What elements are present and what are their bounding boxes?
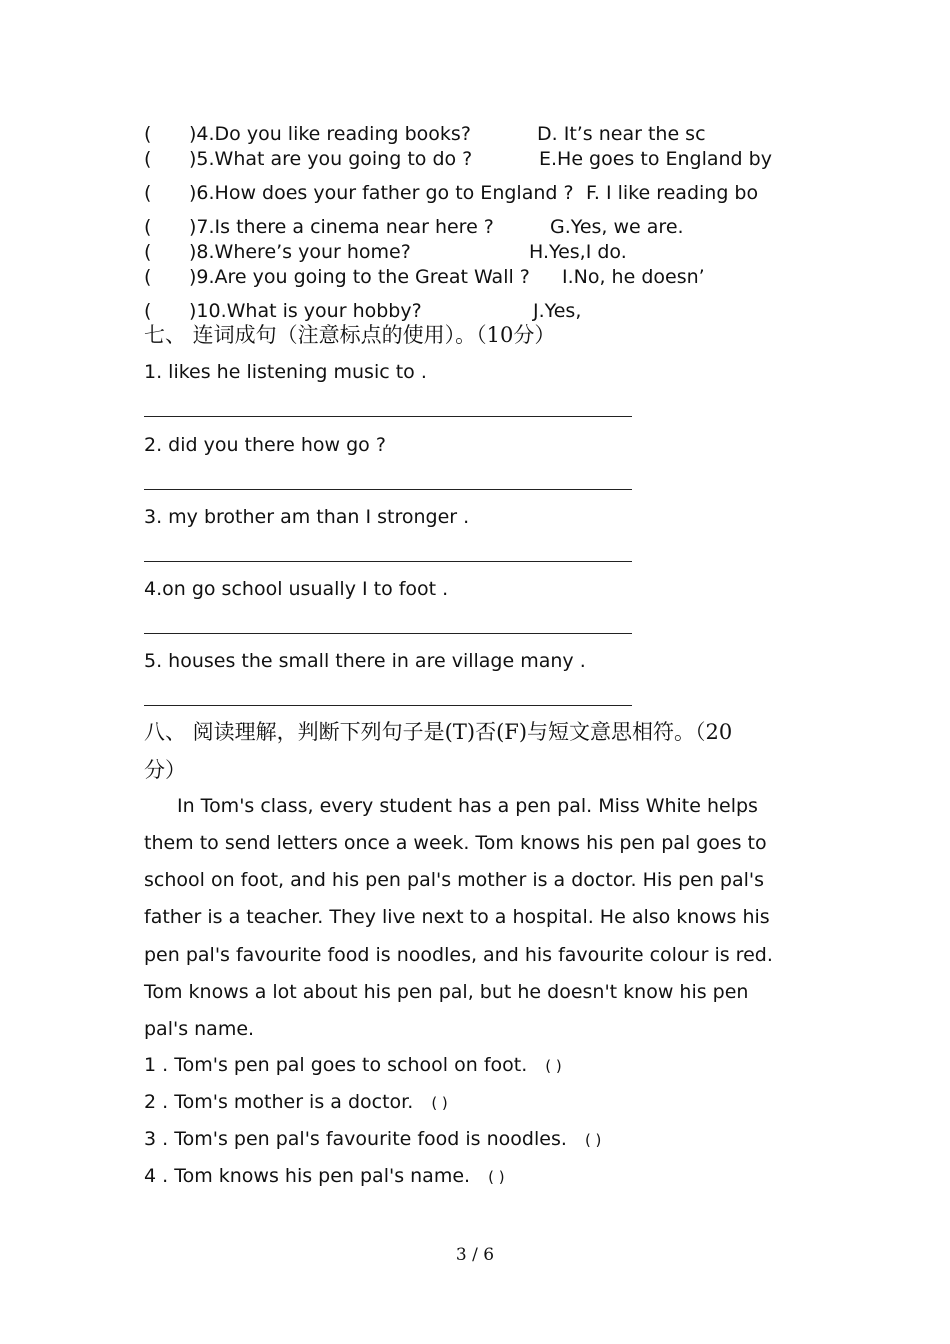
answer-paren: ( [144, 300, 152, 322]
scrambled-sentence: 4.on go school usually I to foot . [144, 578, 449, 600]
passage-line: In Tom's class, every student has a pen pal. Miss White helps [177, 795, 758, 817]
answer-paren: ( [144, 266, 152, 288]
section-title: 八、 阅读理解，判断下列句子是(T)否(F)与短文意思相符。（20 [144, 720, 733, 744]
passage-line: Tom knows a lot about his pen pal, but he doesn't know his pen [144, 981, 749, 1003]
answer-paren: ( [144, 123, 152, 145]
question-text: 3 . Tom's pen pal's favourite food is noodles. [144, 1128, 567, 1150]
answer-paren: ( [144, 148, 152, 170]
matching-answer: D. It’s near the sc [537, 123, 706, 145]
matching-question: )6.How does your father go to England ? [189, 182, 574, 204]
tf-question [144, 1093, 448, 1112]
tf-question [144, 1056, 562, 1075]
matching-question: )8.Where’s your home? [189, 241, 411, 263]
scrambled-sentence: 5. houses the small there in are village many . [144, 650, 586, 672]
scrambled-sentence: 3. my brother am than I stronger . [144, 506, 470, 528]
matching-question: )9.Are you going to the Great Wall ? [189, 266, 530, 288]
tf-question [144, 1167, 505, 1186]
answer-line [144, 633, 632, 634]
answer-line [144, 561, 632, 562]
passage-line: school on foot, and his pen pal's mother is a doctor. His pen pal's [144, 869, 765, 891]
passage-line: them to send letters once a week. Tom knows his pen pal goes to [144, 832, 767, 854]
passage-line: father is a teacher. They live next to a hospital. He also knows his [144, 906, 770, 928]
scrambled-sentence: 1. likes he listening music to . [144, 361, 427, 383]
question-text: 4 . Tom knows his pen pal's name. [144, 1165, 471, 1187]
answer-line [144, 489, 632, 490]
answer-blank[interactable]: ( ) [431, 1094, 448, 1112]
answer-paren: ( [144, 182, 152, 204]
question-text: 2 . Tom's mother is a doctor. [144, 1091, 414, 1113]
matching-question: )4.Do you like reading books? [189, 123, 471, 145]
answer-paren: ( [144, 241, 152, 263]
section-title-cont: 分） [144, 758, 186, 782]
matching-answer: J.Yes, [533, 300, 582, 322]
answer-blank[interactable]: ( ) [545, 1057, 562, 1075]
matching-question: )7.Is there a cinema near here ? [189, 216, 494, 238]
answer-blank[interactable]: ( ) [488, 1168, 505, 1186]
page-number: 3 / 6 [455, 1245, 495, 1265]
section-title: 七、 连词成句（注意标点的使用）。（10分） [144, 323, 556, 347]
scrambled-sentence: 2. did you there how go ? [144, 434, 386, 456]
matching-answer: H.Yes,I do. [529, 241, 627, 263]
matching-question: )10.What is your hobby? [189, 300, 422, 322]
matching-answer: G.Yes, we are. [550, 216, 684, 238]
answer-line [144, 416, 632, 417]
passage-line: pal's name. [144, 1018, 255, 1040]
answer-line [144, 705, 632, 706]
matching-answer: E.He goes to England by [539, 148, 772, 170]
matching-question: )5.What are you going to do ? [189, 148, 473, 170]
matching-answer: I.No, he doesn’ [562, 266, 705, 288]
question-text: 1 . Tom's pen pal goes to school on foot. [144, 1054, 528, 1076]
matching-answer: F. I like reading bo [586, 182, 759, 204]
tf-question [144, 1130, 601, 1149]
passage-line: pen pal's favourite food is noodles, and his favourite colour is red. [144, 944, 773, 966]
answer-blank[interactable]: ( ) [584, 1131, 602, 1149]
answer-paren: ( [144, 216, 152, 238]
